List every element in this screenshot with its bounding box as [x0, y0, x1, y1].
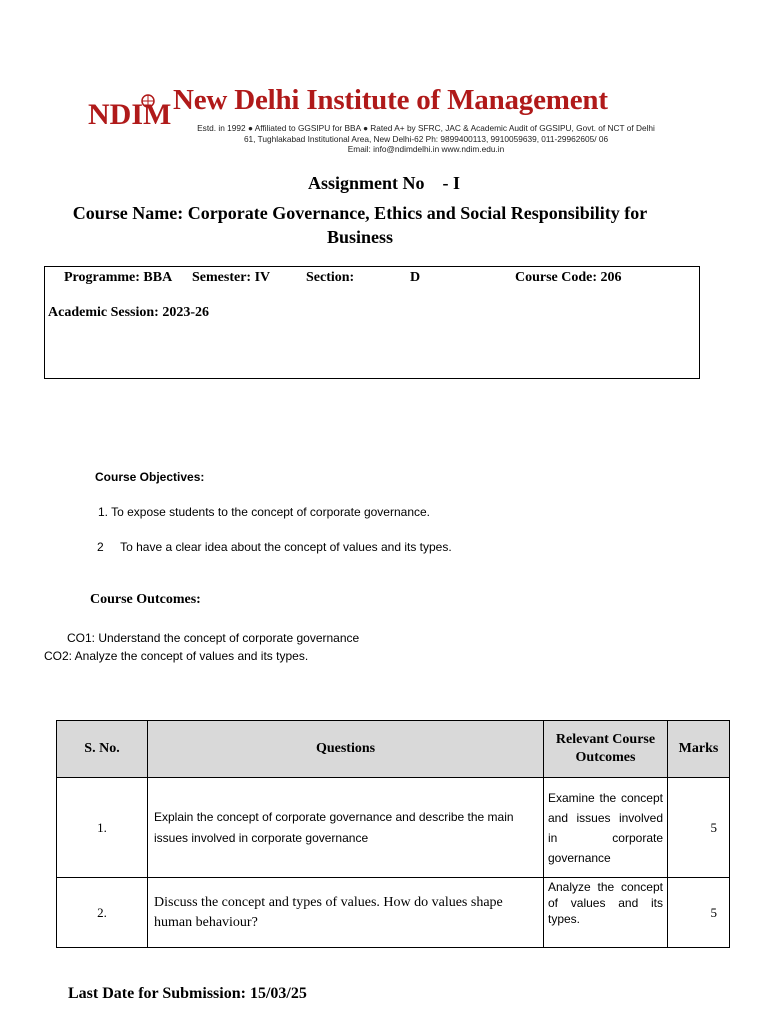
row1-sno: 1.: [57, 778, 148, 878]
objectives-heading: Course Objectives:: [95, 470, 205, 484]
academic-session: Academic Session: 2023-26: [48, 305, 209, 320]
row1-question-cell: [148, 778, 544, 878]
semester: Semester: IV: [192, 270, 271, 285]
ndim-logo: [88, 92, 172, 132]
row2-outcome-cell: [544, 878, 668, 948]
outcomes-heading: Course Outcomes:: [90, 592, 201, 607]
row2-question: Discuss the concept and types of values. How do values shape human behaviour?: [154, 894, 503, 930]
section-label: Section:: [306, 270, 355, 285]
letterhead-address: 61, Tughlakabad Institutional Area, New Delhi-62 Ph: 9899400113, 9910059639, 011-29962605/ 06: [243, 134, 609, 144]
objective-item-2: 2 To have a clear idea about the concept of values and its types.: [97, 540, 452, 554]
row1-marks: 5: [668, 778, 730, 878]
header-sno: S. No.: [57, 721, 148, 778]
objective-item-1: 1. To expose students to the concept of corporate governance.: [98, 505, 430, 519]
header-outcome: Relevant Course Outcomes: [544, 721, 668, 778]
course-code: Course Code: 206: [515, 270, 622, 285]
header-questions: Questions: [148, 721, 544, 778]
outcome-item-2: CO2: Analyze the concept of values and its types.: [44, 649, 309, 663]
course-info-box: [44, 266, 700, 379]
letterhead: [80, 80, 695, 166]
row2-marks: 5: [668, 878, 730, 948]
last-date-submission: Last Date for Submission: 15/03/25: [68, 985, 307, 1002]
row2-question-cell: [148, 878, 544, 948]
table-row: [57, 878, 730, 948]
row1-question: Explain the concept of corporate governance and describe the main issues involved in corporate governance: [154, 809, 514, 845]
letterhead-contact: Email: info@ndimdelhi.in www.ndim.edu.in: [347, 144, 505, 154]
letterhead-affiliation: Estd. in 1992 ● Affiliated to GGSIPU for BBA ● Rated A+ by SFRC, JAC & Academic Audit of GGSIPU, Govt. of NCT of Delhi: [197, 123, 655, 133]
assignment-title: Assignment No - I: [307, 173, 460, 193]
table-header-row: [57, 721, 730, 778]
programme: Programme: BBA: [64, 270, 173, 285]
row1-outcome-cell: [544, 778, 668, 878]
logo-letters: NDIM: [88, 98, 172, 131]
table-row: [57, 778, 730, 878]
questions-table: [56, 720, 730, 948]
row2-sno: 2.: [57, 878, 148, 948]
row1-outcome: Examine the concept and issues involved in corporate governance: [548, 790, 663, 865]
header-marks: Marks: [668, 721, 730, 778]
row2-outcome: Analyze the concept of values and its types.: [548, 880, 663, 926]
course-name: Course Name: Corporate Governance, Ethics and Social Responsibility for Business: [72, 203, 648, 247]
section-value: D: [410, 270, 421, 285]
institute-name: New Delhi Institute of Management: [173, 84, 608, 116]
outcome-item-1: CO1: Understand the concept of corporate governance: [67, 631, 360, 645]
